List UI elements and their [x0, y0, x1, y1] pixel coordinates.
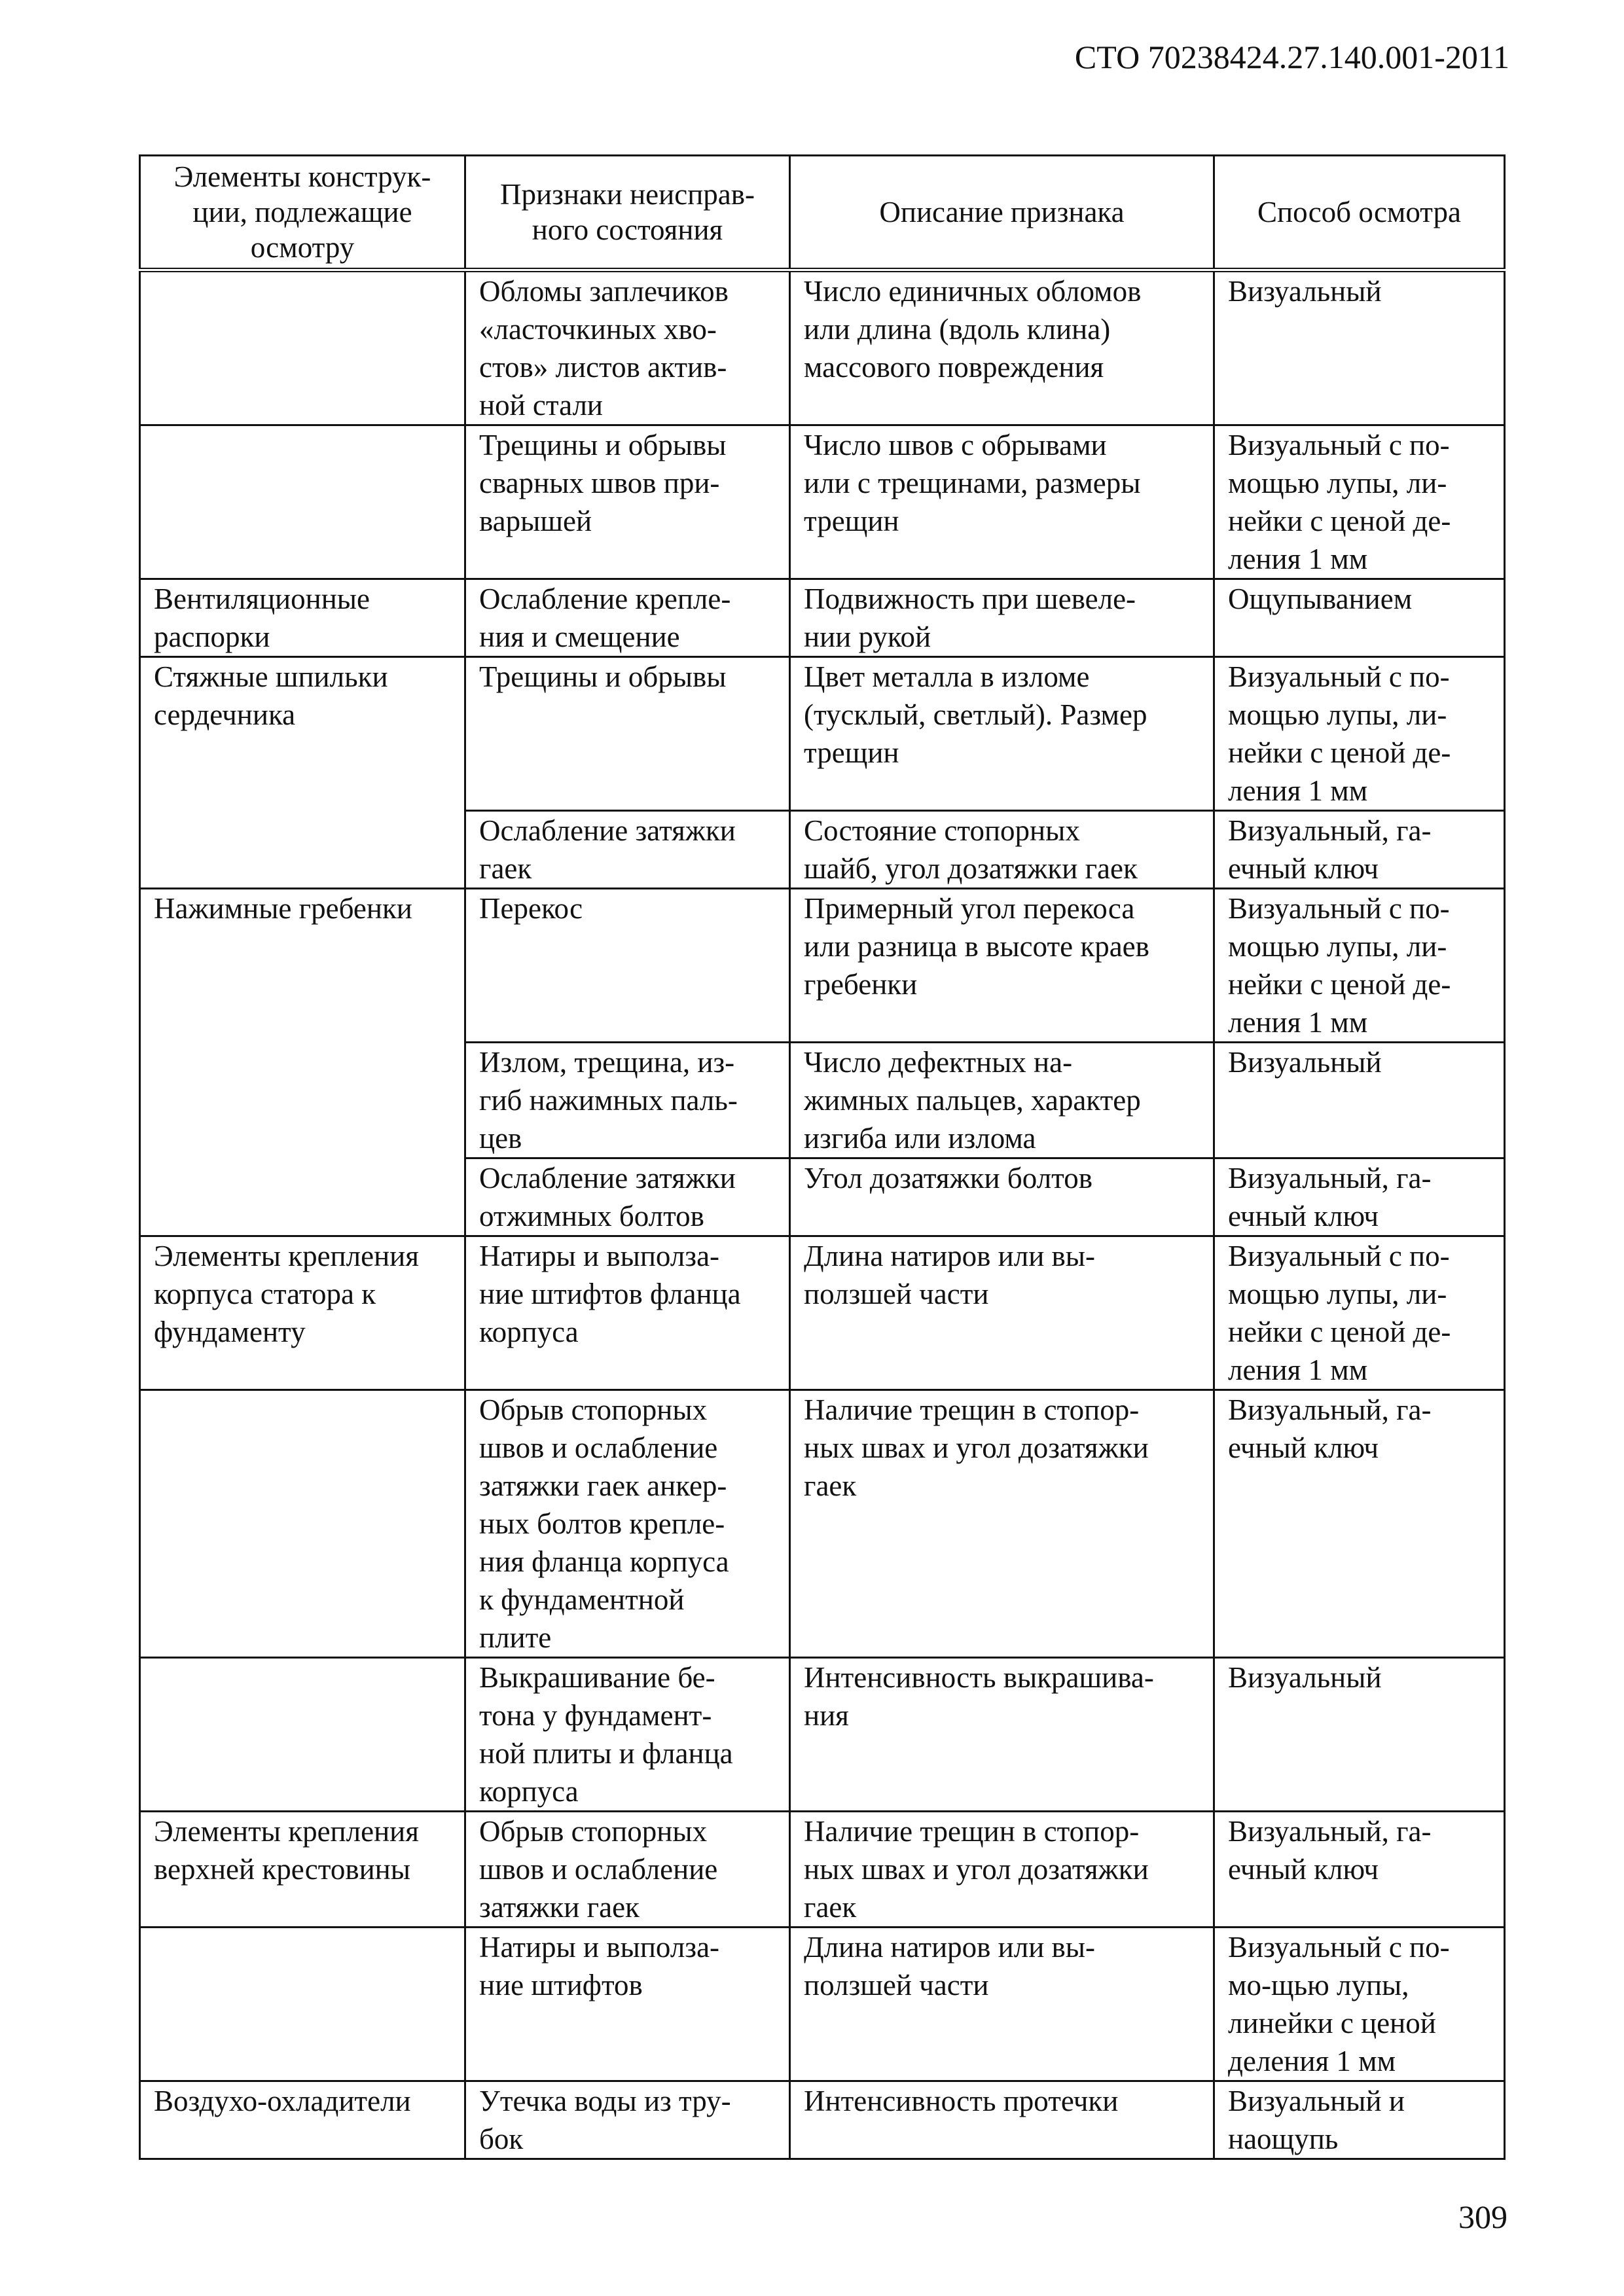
column-header-method: Способ осмотра — [1214, 156, 1505, 270]
cell-sign: Ослабление крепле- ния и смещение — [465, 579, 790, 657]
cell-method: Визуальный с по- мощью лупы, ли- нейки с ценой де- ления 1 мм — [1214, 425, 1505, 579]
table-row — [140, 1158, 1505, 1236]
table-row — [140, 889, 1505, 1043]
cell-description: Интенсивность выкрашива- ния — [790, 1658, 1214, 1812]
table-row — [140, 1928, 1505, 2081]
cell-method: Визуальный, га- ечный ключ — [1214, 811, 1505, 889]
cell-sign: Ослабление затяжки отжимных болтов — [465, 1158, 790, 1236]
cell-method: Визуальный, га- ечный ключ — [1214, 1390, 1505, 1658]
cell-description: Число единичных обломов или длина (вдоль клина) массового повреждения — [790, 270, 1214, 425]
cell-description: Примерный угол перекоса или разница в высоте краев гребенки — [790, 889, 1214, 1043]
cell-method: Визуальный, га- ечный ключ — [1214, 1158, 1505, 1236]
cell-sign: Излом, трещина, из- гиб нажимных паль- цев — [465, 1043, 790, 1158]
table-row — [140, 579, 1505, 657]
inspection-table — [139, 154, 1506, 2160]
cell-sign: Натиры и выполза- ние штифтов — [465, 1928, 790, 2081]
cell-element: Воздухо-охладители — [140, 2081, 465, 2159]
cell-element — [140, 1158, 465, 1236]
cell-description: Интенсивность протечки — [790, 2081, 1214, 2159]
cell-method: Визуальный — [1214, 270, 1505, 425]
cell-sign: Натиры и выполза- ние штифтов фланца корпуса — [465, 1236, 790, 1390]
cell-sign: Выкрашивание бе- тона у фундамент- ной плиты и фланца корпуса — [465, 1658, 790, 1812]
cell-description: Угол дозатяжки болтов — [790, 1158, 1214, 1236]
cell-method: Визуальный — [1214, 1043, 1505, 1158]
cell-description: Цвет металла в изломе (тусклый, светлый). Размер трещин — [790, 657, 1214, 811]
cell-description: Число дефектных на- жимных пальцев, характер изгиба или излома — [790, 1043, 1214, 1158]
table-row — [140, 1390, 1505, 1658]
column-header-description: Описание признака — [790, 156, 1214, 270]
cell-sign: Трещины и обрывы — [465, 657, 790, 811]
cell-method: Визуальный с по- мощью лупы, ли- нейки с ценой де- ления 1 мм — [1214, 1236, 1505, 1390]
cell-sign: Утечка воды из тру- бок — [465, 2081, 790, 2159]
table-row — [140, 1236, 1505, 1390]
cell-sign: Ослабление затяжки гаек — [465, 811, 790, 889]
table-row — [140, 1658, 1505, 1812]
table-header — [140, 156, 1505, 270]
document-code: СТО 70238424.27.140.001-2011 — [1074, 39, 1509, 75]
column-header-sign: Признаки неисправ- ного состояния — [465, 156, 790, 270]
table-body — [140, 270, 1505, 2159]
table-row — [140, 657, 1505, 811]
cell-description: Длина натиров или вы- ползшей части — [790, 1928, 1214, 2081]
table-row — [140, 2081, 1505, 2159]
cell-element — [140, 1043, 465, 1158]
cell-element: Стяжные шпильки сердечника — [140, 657, 465, 811]
cell-method: Визуальный с по- мощью лупы, ли- нейки с ценой де- ления 1 мм — [1214, 657, 1505, 811]
cell-description: Наличие трещин в стопор- ных швах и угол дозатяжки гаек — [790, 1812, 1214, 1928]
cell-description: Наличие трещин в стопор- ных швах и угол дозатяжки гаек — [790, 1390, 1214, 1658]
cell-element: Элементы крепления верхней крестовины — [140, 1812, 465, 1928]
cell-element — [140, 1390, 465, 1658]
table-row — [140, 1043, 1505, 1158]
cell-method: Визуальный с по- мощью лупы, ли- нейки с ценой де- ления 1 мм — [1214, 889, 1505, 1043]
cell-element — [140, 1928, 465, 2081]
cell-element: Вентиляционные распорки — [140, 579, 465, 657]
cell-element: Элементы крепления корпуса статора к фундаменту — [140, 1236, 465, 1390]
table-row — [140, 811, 1505, 889]
cell-method: Ощупыванием — [1214, 579, 1505, 657]
cell-sign: Перекос — [465, 889, 790, 1043]
column-header-element: Элементы конструк- ции, подлежащие осмотру — [140, 156, 465, 270]
cell-method: Визуальный — [1214, 1658, 1505, 1812]
cell-sign: Трещины и обрывы сварных швов при- варышей — [465, 425, 790, 579]
cell-description: Состояние стопорных шайб, угол дозатяжки гаек — [790, 811, 1214, 889]
table-row — [140, 270, 1505, 425]
cell-sign: Обрыв стопорных швов и ослабление затяжки гаек анкер- ных болтов крепле- ния фланца корпуса к фундаментной плите — [465, 1390, 790, 1658]
table-row — [140, 425, 1505, 579]
cell-description: Подвижность при шевеле- нии рукой — [790, 579, 1214, 657]
cell-method: Визуальный, га- ечный ключ — [1214, 1812, 1505, 1928]
cell-element — [140, 1658, 465, 1812]
cell-element — [140, 270, 465, 425]
table-row — [140, 1812, 1505, 1928]
cell-element — [140, 425, 465, 579]
page-number: 309 — [1458, 2198, 1507, 2235]
cell-method: Визуальный и наощупь — [1214, 2081, 1505, 2159]
cell-sign: Обрыв стопорных швов и ослабление затяжки гаек — [465, 1812, 790, 1928]
cell-description: Длина натиров или вы- ползшей части — [790, 1236, 1214, 1390]
cell-element: Нажимные гребенки — [140, 889, 465, 1043]
cell-method: Визуальный с по- мо-щью лупы, линейки с ценой деления 1 мм — [1214, 1928, 1505, 2081]
cell-element — [140, 811, 465, 889]
cell-sign: Обломы заплечиков «ласточкиных хво- стов» листов актив- ной стали — [465, 270, 790, 425]
cell-description: Число швов с обрывами или с трещинами, размеры трещин — [790, 425, 1214, 579]
